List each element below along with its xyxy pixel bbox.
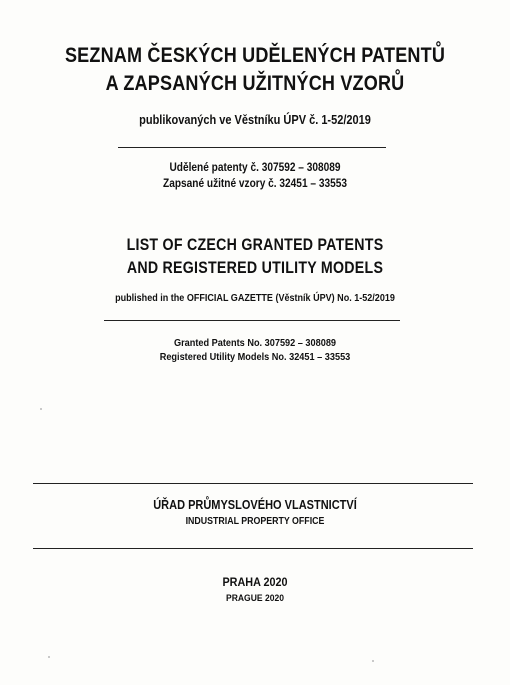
office-name-english: INDUSTRIAL PROPERTY OFFICE [185,516,325,527]
office-top-divider [33,483,473,484]
czech-title-line-1: SEZNAM ČESKÝCH UDĚLENÝCH PATENTŮ [64,44,446,67]
czech-divider [118,147,386,148]
paper-speck [40,408,42,410]
english-title-line-2: AND REGISTERED UTILITY MODELS [126,259,384,277]
english-patents-range: Granted Patents No. 307592 – 308089 [173,338,337,349]
czech-patents-range: Udělené patenty č. 307592 – 308089 [169,162,341,174]
czech-title-line-2: A ZAPSANÝCH UŽITNÝCH VZORŮ [105,72,405,95]
english-utility-models-range: Registered Utility Models No. 32451 – 33553 [159,352,351,363]
place-english: PRAGUE 2020 [226,593,284,604]
paper-speck [372,660,374,662]
place-czech: PRAHA 2020 [222,575,288,589]
czech-utility-models-range: Zapsané užitné vzory č. 32451 – 33553 [163,178,347,190]
office-name-czech: ÚŘAD PRŮMYSLOVÉHO VLASTNICTVÍ [153,498,357,512]
paper-speck [48,656,50,658]
english-subtitle: published in the OFFICIAL GAZETTE (Věstník ÚPV) No. 1-52/2019 [115,292,395,304]
english-divider [104,320,400,321]
office-bottom-divider [33,548,473,549]
english-title-line-1: LIST OF CZECH GRANTED PATENTS [126,236,384,254]
czech-subtitle: publikovaných ve Věstníku ÚPV č. 1-52/2019 [139,113,371,127]
